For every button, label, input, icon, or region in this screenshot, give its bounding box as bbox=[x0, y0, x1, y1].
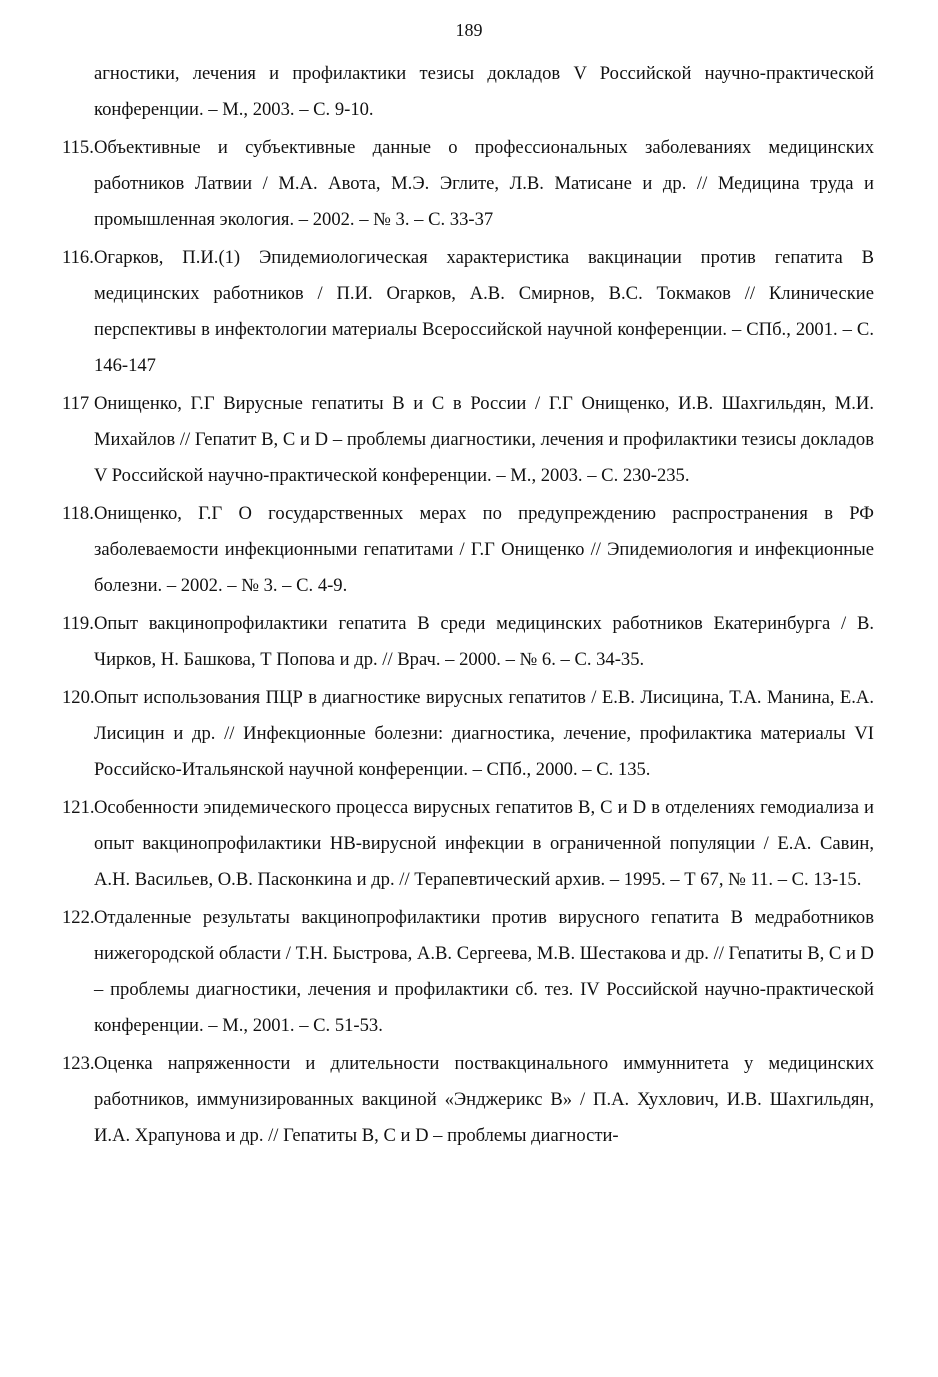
reference-number: 117 bbox=[62, 393, 90, 414]
reference-item bbox=[62, 130, 874, 238]
reference-number: 122. bbox=[62, 907, 95, 928]
reference-text: Онищенко, Г.Г Вирусные гепатиты В и С в России / Г.Г Онищенко, И.В. Шахгильдян, М.И. Михайлов // Гепатит В, С и D – проблемы диагностики, лечения и профилактики тезисы докладов V Российской научно-практической конференции. – М., 2003. – С. 230-235. bbox=[94, 393, 874, 486]
reference-item bbox=[62, 790, 874, 898]
reference-item bbox=[62, 386, 874, 494]
reference-number: 118. bbox=[62, 503, 94, 524]
reference-item bbox=[62, 680, 874, 788]
reference-text: Опыт вакцинопрофилактики гепатита В среди медицинских работников Екатеринбурга / В. Чирков, Н. Башкова, Т Попова и др. // Врач. – 2000. – № 6. – С. 34-35. bbox=[94, 613, 874, 670]
reference-number: 120. bbox=[62, 687, 95, 708]
reference-list bbox=[62, 56, 874, 1156]
reference-text: Отдаленные результаты вакцинопрофилактики против вирусного гепатита В медработников нижегородской области / Т.Н. Быстрова, А.В. Сергеева, М.В. Шестакова и др. // Гепатиты В, С и D – проблемы диагностики, лечения и профилактики сб. тез. IV Российской научно-практической конференции. – М., 2001. – С. 51-53. bbox=[94, 907, 874, 1036]
reference-text: Онищенко, Г.Г О государственных мерах по предупреждению распространения в РФ заболеваемости инфекционными гепатитами / Г.Г Онищенко // Эпидемиология и инфекционные болезни. – 2002. – № 3. – С. 4-9. bbox=[94, 503, 874, 596]
reference-text: Объективные и субъективные данные о профессиональных заболеваниях медицинских работников Латвии / М.А. Авота, М.Э. Эглите, Л.В. Матисане и др. // Медицина труда и промышленная экология. – 2002. – № 3. – С. 33-37 bbox=[94, 137, 874, 230]
reference-item bbox=[62, 496, 874, 604]
reference-number: 115. bbox=[62, 137, 94, 158]
reference-item bbox=[62, 240, 874, 384]
reference-text: Опыт использования ПЦР в диагностике вирусных гепатитов / Е.В. Лисицина, Т.А. Манина, Е.А. Лисицин и др. // Инфекционные болезни: диагностика, лечение, профилактика материалы VI Российско-Итальянской научной конференции. – СПб., 2000. – С. 135. bbox=[94, 687, 874, 780]
reference-number: 116. bbox=[62, 247, 94, 268]
page-number: 189 bbox=[455, 20, 483, 40]
reference-number: 123. bbox=[62, 1053, 95, 1074]
reference-text: Огарков, П.И.(1) Эпидемиологическая характеристика вакцинации против гепатита В медицинских работников / П.И. Огарков, А.В. Смирнов, В.С. Токмаков // Клинические перспективы в инфектологии материалы Всероссийской научной конференции. – СПб., 2001. – С. 146-147 bbox=[94, 247, 874, 376]
reference-text: Оценка напряженности и длительности поствакцинального иммуннитета у медицинских работников, иммунизированных вакциной «Энджерикс В» / П.А. Хухлович, И.В. Шахгильдян, И.А. Храпунова и др. // Гепатиты В, С и D – проблемы диагности- bbox=[94, 1053, 874, 1146]
reference-item bbox=[62, 1046, 874, 1154]
reference-item bbox=[62, 606, 874, 678]
reference-number: 119. bbox=[62, 613, 94, 634]
reference-continuation bbox=[62, 56, 874, 128]
reference-text: Особенности эпидемического процесса вирусных гепатитов В, С и D в отделениях гемодиализа и опыт вакцинопрофилактики НВ-вирусной инфекции в ограниченной популяции / Е.А. Савин, А.Н. Васильев, О.В. Пасконкина и др. // Терапевтический архив. – 1995. – Т 67, № 11. – С. 13-15. bbox=[94, 797, 874, 890]
reference-number: 121. bbox=[62, 797, 95, 818]
reference-item bbox=[62, 900, 874, 1044]
reference-text: агностики, лечения и профилактики тезисы докладов V Российской научно-практической конференции. – М., 2003. – С. 9-10. bbox=[94, 63, 874, 120]
